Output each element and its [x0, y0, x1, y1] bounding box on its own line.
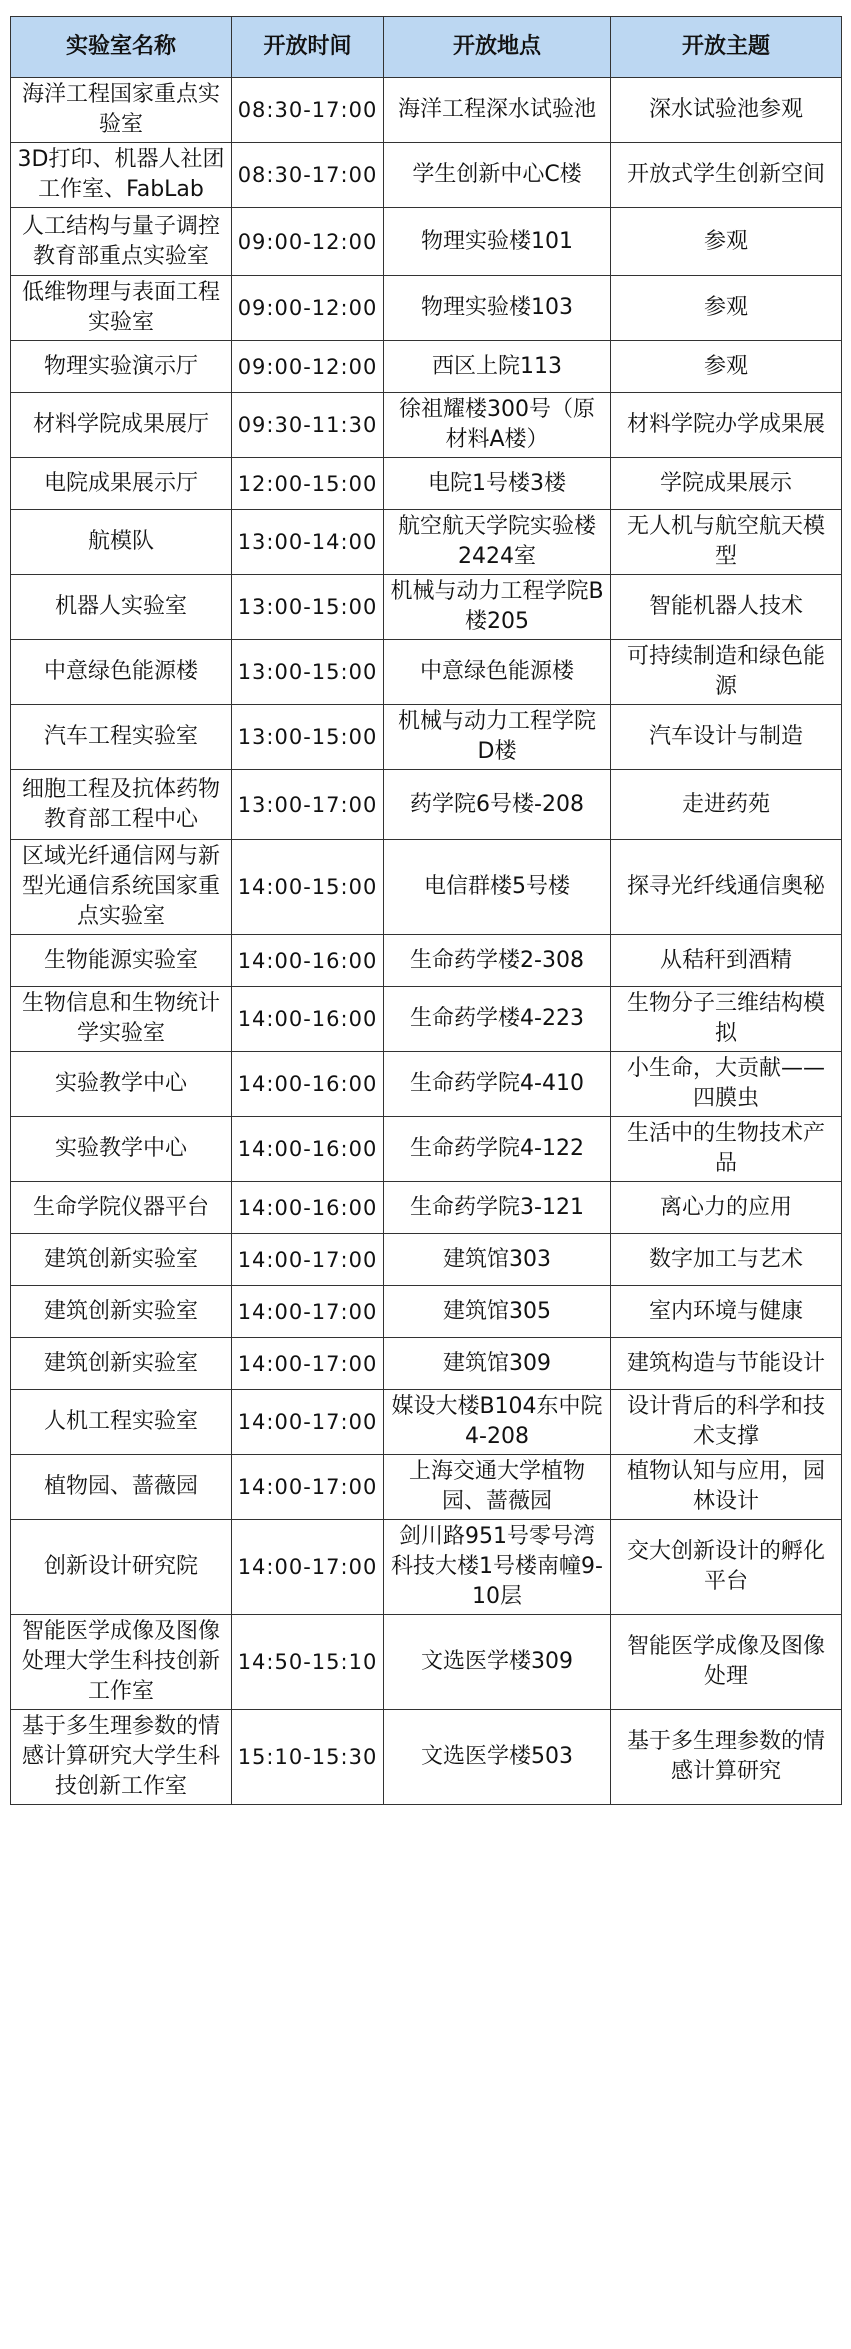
header-open-time: 开放时间 [232, 17, 384, 78]
cell-open-place: 建筑馆305 [384, 1286, 611, 1338]
header-row [11, 17, 842, 78]
cell-lab-name: 实验教学中心 [11, 1117, 232, 1182]
cell-open-place: 机械与动力工程学院B楼205 [384, 575, 611, 640]
cell-open-theme: 智能医学成像及图像处理 [611, 1615, 842, 1710]
cell-open-theme: 参观 [611, 341, 842, 393]
cell-open-place: 文选医学楼503 [384, 1710, 611, 1805]
cell-open-place: 西区上院113 [384, 341, 611, 393]
cell-open-place: 生命药学院4-410 [384, 1052, 611, 1117]
cell-lab-name: 人机工程实验室 [11, 1390, 232, 1455]
cell-open-time: 08:30-17:00 [232, 143, 384, 208]
cell-lab-name: 细胞工程及抗体药物教育部工程中心 [11, 770, 232, 840]
table-row [11, 510, 842, 575]
cell-open-theme: 开放式学生创新空间 [611, 143, 842, 208]
table-row [11, 1455, 842, 1520]
schedule-table-wrapper [10, 16, 841, 1805]
cell-open-theme: 走进药苑 [611, 770, 842, 840]
cell-open-time: 14:00-16:00 [232, 1052, 384, 1117]
cell-open-time: 09:00-12:00 [232, 276, 384, 341]
cell-open-place: 生命药学楼4-223 [384, 987, 611, 1052]
cell-open-place: 学生创新中心C楼 [384, 143, 611, 208]
cell-open-time: 14:00-17:00 [232, 1338, 384, 1390]
table-row [11, 143, 842, 208]
table-row [11, 1052, 842, 1117]
cell-lab-name: 植物园、蔷薇园 [11, 1455, 232, 1520]
table-row [11, 575, 842, 640]
cell-open-time: 09:30-11:30 [232, 393, 384, 458]
cell-open-time: 14:00-17:00 [232, 1455, 384, 1520]
table-row [11, 1234, 842, 1286]
cell-open-place: 电院1号楼3楼 [384, 458, 611, 510]
table-row [11, 1286, 842, 1338]
header-open-theme: 开放主题 [611, 17, 842, 78]
cell-open-theme: 学院成果展示 [611, 458, 842, 510]
cell-open-theme: 植物认知与应用，园林设计 [611, 1455, 842, 1520]
cell-open-place: 航空航天学院实验楼2424室 [384, 510, 611, 575]
cell-lab-name: 智能医学成像及图像处理大学生科技创新工作室 [11, 1615, 232, 1710]
cell-lab-name: 机器人实验室 [11, 575, 232, 640]
cell-open-time: 14:00-17:00 [232, 1234, 384, 1286]
cell-open-theme: 交大创新设计的孵化平台 [611, 1520, 842, 1615]
cell-lab-name: 实验教学中心 [11, 1052, 232, 1117]
table-row [11, 1390, 842, 1455]
table-row [11, 78, 842, 143]
cell-lab-name: 建筑创新实验室 [11, 1234, 232, 1286]
cell-open-time: 12:00-15:00 [232, 458, 384, 510]
cell-open-theme: 可持续制造和绿色能源 [611, 640, 842, 705]
cell-open-place: 徐祖耀楼300号（原材料A楼） [384, 393, 611, 458]
table-row [11, 987, 842, 1052]
table-row [11, 770, 842, 840]
table-row [11, 1117, 842, 1182]
cell-open-theme: 无人机与航空航天模型 [611, 510, 842, 575]
cell-lab-name: 基于多生理参数的情感计算研究大学生科技创新工作室 [11, 1710, 232, 1805]
cell-open-place: 物理实验楼101 [384, 208, 611, 276]
cell-open-time: 14:00-16:00 [232, 987, 384, 1052]
table-row [11, 1182, 842, 1234]
table-row [11, 393, 842, 458]
cell-open-time: 13:00-14:00 [232, 510, 384, 575]
table-row [11, 1520, 842, 1615]
cell-lab-name: 生命学院仪器平台 [11, 1182, 232, 1234]
cell-open-place: 生命药学院3-121 [384, 1182, 611, 1234]
lab-open-schedule-table [10, 16, 842, 1805]
cell-lab-name: 材料学院成果展厅 [11, 393, 232, 458]
cell-open-time: 13:00-15:00 [232, 575, 384, 640]
table-row [11, 640, 842, 705]
table-row [11, 208, 842, 276]
cell-open-theme: 深水试验池参观 [611, 78, 842, 143]
cell-open-place: 上海交通大学植物园、蔷薇园 [384, 1455, 611, 1520]
cell-lab-name: 区域光纤通信网与新型光通信系统国家重点实验室 [11, 840, 232, 935]
cell-open-time: 13:00-15:00 [232, 640, 384, 705]
cell-open-place: 中意绿色能源楼 [384, 640, 611, 705]
cell-open-theme: 建筑构造与节能设计 [611, 1338, 842, 1390]
cell-open-place: 机械与动力工程学院D楼 [384, 705, 611, 770]
cell-open-time: 14:00-16:00 [232, 1182, 384, 1234]
cell-lab-name: 创新设计研究院 [11, 1520, 232, 1615]
cell-open-theme: 数字加工与艺术 [611, 1234, 842, 1286]
cell-open-time: 08:30-17:00 [232, 78, 384, 143]
cell-lab-name: 汽车工程实验室 [11, 705, 232, 770]
cell-lab-name: 中意绿色能源楼 [11, 640, 232, 705]
cell-open-theme: 小生命，大贡献——四膜虫 [611, 1052, 842, 1117]
cell-open-theme: 参观 [611, 276, 842, 341]
cell-open-place: 电信群楼5号楼 [384, 840, 611, 935]
cell-open-place: 建筑馆303 [384, 1234, 611, 1286]
cell-open-theme: 材料学院办学成果展 [611, 393, 842, 458]
cell-lab-name: 低维物理与表面工程实验室 [11, 276, 232, 341]
cell-open-time: 14:00-16:00 [232, 935, 384, 987]
cell-lab-name: 电院成果展示厅 [11, 458, 232, 510]
table-row [11, 935, 842, 987]
cell-lab-name: 建筑创新实验室 [11, 1286, 232, 1338]
cell-open-place: 文选医学楼309 [384, 1615, 611, 1710]
cell-open-place: 物理实验楼103 [384, 276, 611, 341]
cell-open-place: 生命药学院4-122 [384, 1117, 611, 1182]
table-row [11, 840, 842, 935]
cell-lab-name: 物理实验演示厅 [11, 341, 232, 393]
cell-open-theme: 参观 [611, 208, 842, 276]
cell-open-place: 药学院6号楼-208 [384, 770, 611, 840]
cell-open-time: 14:00-17:00 [232, 1286, 384, 1338]
cell-lab-name: 海洋工程国家重点实验室 [11, 78, 232, 143]
cell-open-time: 13:00-17:00 [232, 770, 384, 840]
cell-lab-name: 生物能源实验室 [11, 935, 232, 987]
cell-open-theme: 设计背后的科学和技术支撑 [611, 1390, 842, 1455]
cell-open-time: 09:00-12:00 [232, 341, 384, 393]
cell-open-theme: 室内环境与健康 [611, 1286, 842, 1338]
cell-lab-name: 生物信息和生物统计学实验室 [11, 987, 232, 1052]
cell-open-theme: 生活中的生物技术产品 [611, 1117, 842, 1182]
cell-lab-name: 航模队 [11, 510, 232, 575]
cell-lab-name: 建筑创新实验室 [11, 1338, 232, 1390]
cell-open-place: 生命药学楼2-308 [384, 935, 611, 987]
cell-open-time: 15:10-15:30 [232, 1710, 384, 1805]
cell-open-time: 14:00-17:00 [232, 1520, 384, 1615]
cell-lab-name: 人工结构与量子调控教育部重点实验室 [11, 208, 232, 276]
cell-lab-name: 3D打印、机器人社团工作室、FabLab [11, 143, 232, 208]
header-open-place: 开放地点 [384, 17, 611, 78]
cell-open-place: 海洋工程深水试验池 [384, 78, 611, 143]
table-row [11, 1710, 842, 1805]
cell-open-theme: 生物分子三维结构模拟 [611, 987, 842, 1052]
cell-open-time: 14:00-16:00 [232, 1117, 384, 1182]
table-row [11, 276, 842, 341]
cell-open-time: 14:00-15:00 [232, 840, 384, 935]
table-row [11, 1615, 842, 1710]
header-lab-name: 实验室名称 [11, 17, 232, 78]
cell-open-time: 14:00-17:00 [232, 1390, 384, 1455]
cell-open-time: 13:00-15:00 [232, 705, 384, 770]
table-row [11, 705, 842, 770]
cell-open-place: 媒设大楼B104东中院4-208 [384, 1390, 611, 1455]
table-row [11, 1338, 842, 1390]
cell-open-theme: 探寻光纤线通信奥秘 [611, 840, 842, 935]
cell-open-theme: 汽车设计与制造 [611, 705, 842, 770]
cell-open-theme: 智能机器人技术 [611, 575, 842, 640]
table-row [11, 458, 842, 510]
cell-open-time: 09:00-12:00 [232, 208, 384, 276]
cell-open-place: 剑川路951号零号湾科技大楼1号楼南幢9-10层 [384, 1520, 611, 1615]
cell-open-theme: 从秸秆到酒精 [611, 935, 842, 987]
cell-open-theme: 基于多生理参数的情感计算研究 [611, 1710, 842, 1805]
table-row [11, 341, 842, 393]
cell-open-theme: 离心力的应用 [611, 1182, 842, 1234]
cell-open-time: 14:50-15:10 [232, 1615, 384, 1710]
cell-open-place: 建筑馆309 [384, 1338, 611, 1390]
